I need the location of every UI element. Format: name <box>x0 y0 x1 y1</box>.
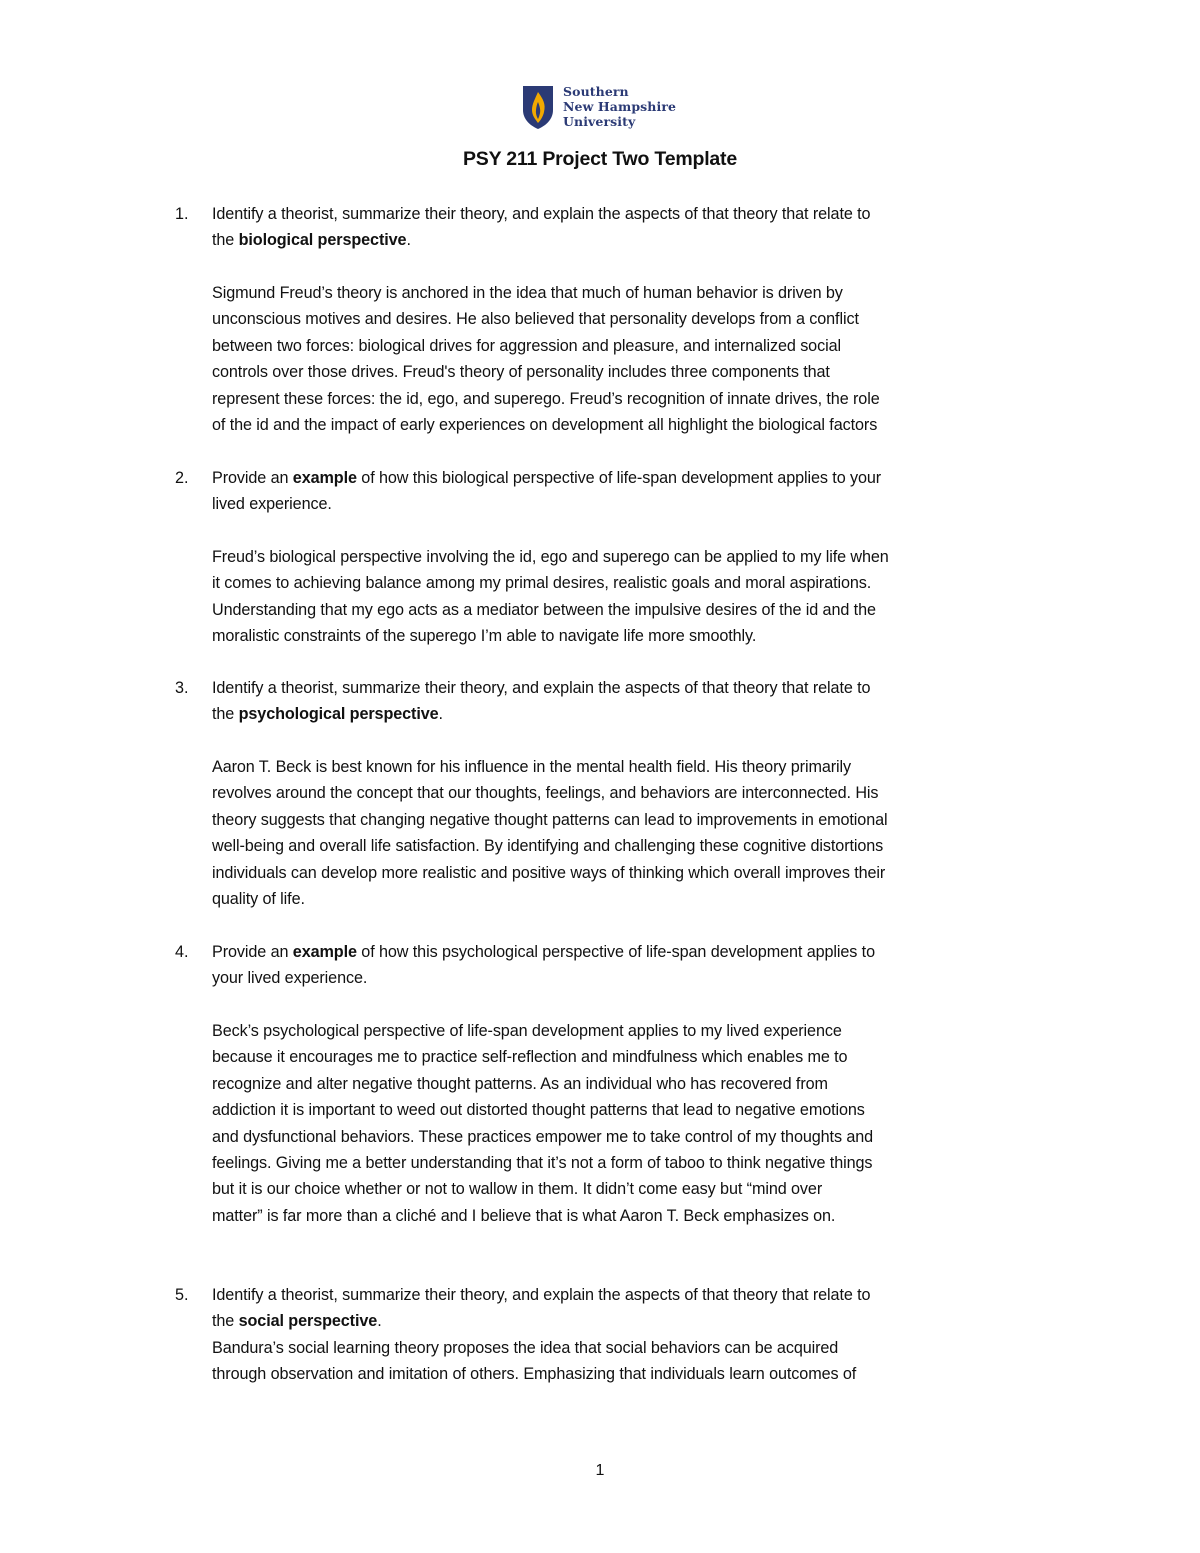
prompt-line: your lived experience. <box>212 969 368 988</box>
item-prompt <box>212 465 1072 518</box>
prompt-emphasis: psychological perspective <box>238 705 439 724</box>
prompt-emphasis: example <box>292 943 357 961</box>
answer-line: quality of life. <box>212 889 305 908</box>
prompt-line: Identify a theorist, summarize their theory, and explain the aspects of that theory that relate to <box>212 1286 871 1304</box>
item-number: 4. <box>175 943 189 961</box>
answer-line: Bandura’s social learning theory proposes the idea that social behaviors can be acquired <box>212 1339 839 1357</box>
shield-flame-icon <box>521 84 555 130</box>
answer-line: addiction it is important to weed out distorted thought patterns that lead to negative emotions <box>212 1101 865 1120</box>
prompt-emphasis: biological perspective <box>238 231 407 250</box>
logo-line-1: Southern <box>563 84 629 99</box>
answer-line: controls over those drives. Freud's theory of personality includes three components that <box>212 363 830 382</box>
prompt-emphasis: example <box>292 469 357 487</box>
item-number: 1. <box>175 205 189 223</box>
page-number: 1 <box>595 1462 605 1479</box>
prompt-line: Provide an example of how this psychological perspective of life-span development applies to <box>212 943 875 961</box>
answer-line: because it encourages me to practice self-reflection and mindfulness which enables me to <box>212 1048 848 1067</box>
answer-line: and dysfunctional behaviors. These practices empower me to take control of my thoughts and <box>212 1127 874 1146</box>
prompt-line: the biological perspective. <box>212 231 411 250</box>
prompt-line: the psychological perspective. <box>212 705 443 724</box>
answer-line: feelings. Giving me a better understanding that it’s not a form of taboo to think negative things <box>212 1153 873 1172</box>
prompt-line: the social perspective. <box>212 1312 382 1331</box>
answer-line: recognize and alter negative thought patterns. As an individual who has recovered from <box>212 1074 828 1093</box>
item-prompt <box>212 1282 1072 1335</box>
answer-line: of the id and the impact of early experiences on development all highlight the biological factors <box>212 415 878 434</box>
university-logo <box>521 84 676 132</box>
item-number: 3. <box>175 679 189 697</box>
answer-line: Freud’s biological perspective involving the id, ego and superego can be applied to my life when <box>212 548 889 566</box>
answer-line: well-being and overall life satisfaction. By identifying and challenging these cognitive distortions <box>212 837 884 856</box>
item-answer <box>212 280 1072 438</box>
answer-line: matter” is far more than a cliché and I believe that is what Aaron T. Beck emphasizes on. <box>212 1206 836 1225</box>
prompt-line: Identify a theorist, summarize their theory, and explain the aspects of that theory that relate to <box>212 679 871 697</box>
answer-line: between two forces: biological drives for aggression and pleasure, and internalized social <box>212 336 841 355</box>
prompt-line: Identify a theorist, summarize their theory, and explain the aspects of that theory that relate to <box>212 205 871 223</box>
answer-line: individuals can develop more realistic and positive ways of thinking which overall improves their <box>212 863 886 882</box>
answer-line: revolves around the concept that our thoughts, feelings, and behaviors are interconnected. His <box>212 784 879 803</box>
item-answer <box>212 754 1072 912</box>
item-prompt <box>212 675 1072 728</box>
answer-line: it comes to achieving balance among my primal desires, realistic goals and moral aspirations. <box>212 574 872 593</box>
answer-line: Sigmund Freud’s theory is anchored in the idea that much of human behavior is driven by <box>212 284 843 302</box>
logo-line-3: University <box>563 114 636 129</box>
item-answer <box>212 1335 1072 1388</box>
answer-line: Beck’s psychological perspective of life-span development applies to my lived experience <box>212 1022 842 1040</box>
prompt-line: Provide an example of how this biological perspective of life-span development applies to your <box>212 469 882 487</box>
item-answer <box>212 544 1072 650</box>
logo-wordmark <box>563 84 676 129</box>
item-prompt <box>212 939 1072 992</box>
item-number: 2. <box>175 469 189 487</box>
prompt-emphasis: social perspective <box>238 1312 378 1331</box>
answer-line: moralistic constraints of the superego I’m able to navigate life more smoothly. <box>212 627 757 646</box>
prompt-line: lived experience. <box>212 495 332 514</box>
item-number: 5. <box>175 1286 189 1304</box>
item-answer <box>212 1018 1072 1229</box>
document-title: PSY 211 Project Two Template <box>462 148 737 170</box>
answer-line: unconscious motives and desires. He also believed that personality develops from a conflict <box>212 310 859 329</box>
answer-line: through observation and imitation of others. Emphasizing that individuals learn outcomes of <box>212 1365 857 1384</box>
answer-line: theory suggests that changing negative thought patterns can lead to improvements in emotional <box>212 810 888 829</box>
answer-line: Understanding that my ego acts as a mediator between the impulsive desires of the id and the <box>212 600 876 619</box>
answer-line: represent these forces: the id, ego, and superego. Freud’s recognition of innate drives, the role <box>212 389 880 408</box>
answer-line: but it is our choice whether or not to wallow in them. It didn’t come easy but “mind over <box>212 1180 823 1199</box>
answer-line: Aaron T. Beck is best known for his influence in the mental health field. His theory primarily <box>212 758 852 776</box>
logo-line-2: New Hampshire <box>563 99 677 114</box>
item-prompt <box>212 201 1072 254</box>
